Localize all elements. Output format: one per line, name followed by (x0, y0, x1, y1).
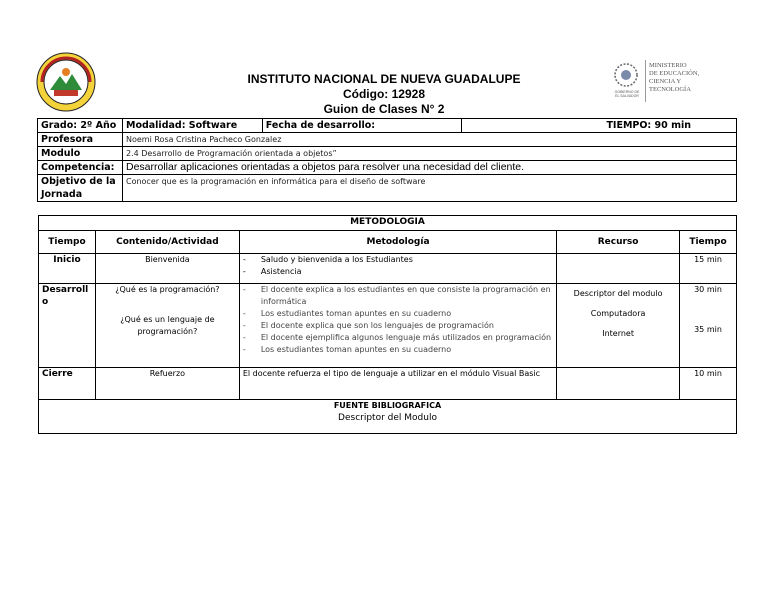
method-item: - El docente ejemplifica algunos lenguaje más utilizados en programación (243, 332, 553, 344)
time-value: 10 min (680, 368, 737, 400)
resource-item: Internet (602, 329, 634, 338)
methodology-title: METODOLOGIA (39, 216, 737, 231)
table-row (39, 368, 737, 400)
col-method-header: Metodología (239, 231, 556, 254)
time-cell (680, 284, 737, 368)
methodology-header-row (39, 231, 737, 254)
time-cell: TIEMPO: 90 min (462, 119, 737, 133)
ministry-line-4: TECNOLOGÍA (649, 86, 691, 93)
coat-of-arms-icon (613, 62, 639, 88)
col-time2-header: Tiempo (680, 231, 737, 254)
method-cell (239, 368, 556, 400)
school-seal-logo (36, 52, 96, 112)
source-value: Descriptor del Modulo (338, 413, 437, 423)
objective-value: Conocer que es la programación en informática para el diseño de software (122, 175, 736, 202)
source-row (39, 400, 737, 434)
module-row (38, 147, 737, 161)
ministry-logo (611, 60, 721, 104)
date-cell: Fecha de desarrollo: (262, 119, 462, 133)
time-value: 35 min (694, 325, 722, 334)
grade-row (38, 119, 737, 133)
content-item: Bienvenida (145, 255, 190, 264)
phase-cierre: Cierre (39, 368, 96, 400)
source-title: FUENTE BIBLIOGRAFICA (333, 401, 442, 410)
method-item: - Los estudiantes toman apuntes en su cuaderno (243, 344, 553, 356)
source-cell (39, 400, 737, 434)
method-cell (239, 254, 556, 284)
module-label: Modulo (38, 147, 123, 161)
col-time-header: Tiempo (39, 231, 96, 254)
ministry-line-3: CIENCIA Y (649, 78, 682, 85)
gov-label-1: GOBIERNO DE (614, 90, 640, 94)
method-item: - Asistencia (243, 266, 553, 278)
content-item: ¿Qué es un lenguaje de programación? (120, 315, 215, 336)
teacher-label: Profesora (38, 133, 123, 147)
guide-number: Guion de Clases N° 2 (323, 102, 445, 116)
time-value: 30 min (694, 285, 722, 294)
competence-row (38, 161, 737, 175)
school-name: INSTITUTO NACIONAL DE NUEVA GUADALUPE (247, 72, 521, 86)
ministry-line-2: DE EDUCACIÓN, (649, 70, 700, 77)
gov-label-2: EL SALVADOR (615, 94, 639, 98)
table-row (39, 284, 737, 368)
methodology-title-row (39, 216, 737, 231)
table-row (39, 254, 737, 284)
module-value: 2.4 Desarrollo de Programación orientada a objetos” (122, 147, 736, 161)
method-item: - Los estudiantes toman apuntes en su cuaderno (243, 308, 553, 320)
method-item: - El docente explica a los estudiantes en que consiste la programación en informática (243, 284, 553, 308)
phase-desarrollo: Desarrollo (39, 284, 96, 368)
document-title (200, 72, 568, 117)
objective-row (38, 175, 737, 202)
school-code: Código: 12928 (342, 87, 426, 101)
content-cell (95, 368, 239, 400)
modality-cell: Modalidad: Software (122, 119, 262, 133)
method-item: - El docente explica que son los lenguajes de programación (243, 320, 553, 332)
content-cell (95, 254, 239, 284)
teacher-value: Noemi Rosa Cristina Pacheco Gonzalez (122, 133, 736, 147)
col-resource-header: Recurso (557, 231, 680, 254)
resource-item: Descriptor del modulo (573, 289, 663, 298)
content-item: ¿Qué es la programación? (115, 285, 220, 294)
resource-item: Computadora (590, 309, 646, 318)
methodology-table (38, 215, 737, 434)
resource-cell (557, 368, 680, 400)
col-content-header: Contenido/Actividad (95, 231, 239, 254)
objective-label: Objetivo de la Jornada (38, 175, 123, 202)
phase-inicio: Inicio (39, 254, 96, 284)
info-table (37, 118, 737, 202)
competence-value: Desarrollar aplicaciones orientadas a objetos para resolver una necesidad del cliente. (122, 161, 736, 175)
method-item: - Saludo y bienvenida a los Estudiantes (243, 254, 553, 266)
method-cell (239, 284, 556, 368)
resource-cell (557, 284, 680, 368)
grade-cell: Grado: 2º Año (38, 119, 123, 133)
competence-label: Competencia: (38, 161, 123, 175)
method-item: El docente refuerza el tipo de lenguaje a utilizar en el módulo Visual Basic (242, 369, 541, 378)
ministry-line-1: MINISTERIO (649, 62, 687, 69)
content-item: Refuerzo (149, 369, 186, 378)
resource-cell (557, 254, 680, 284)
content-cell (95, 284, 239, 368)
teacher-row (38, 133, 737, 147)
time-value: 15 min (680, 254, 737, 284)
